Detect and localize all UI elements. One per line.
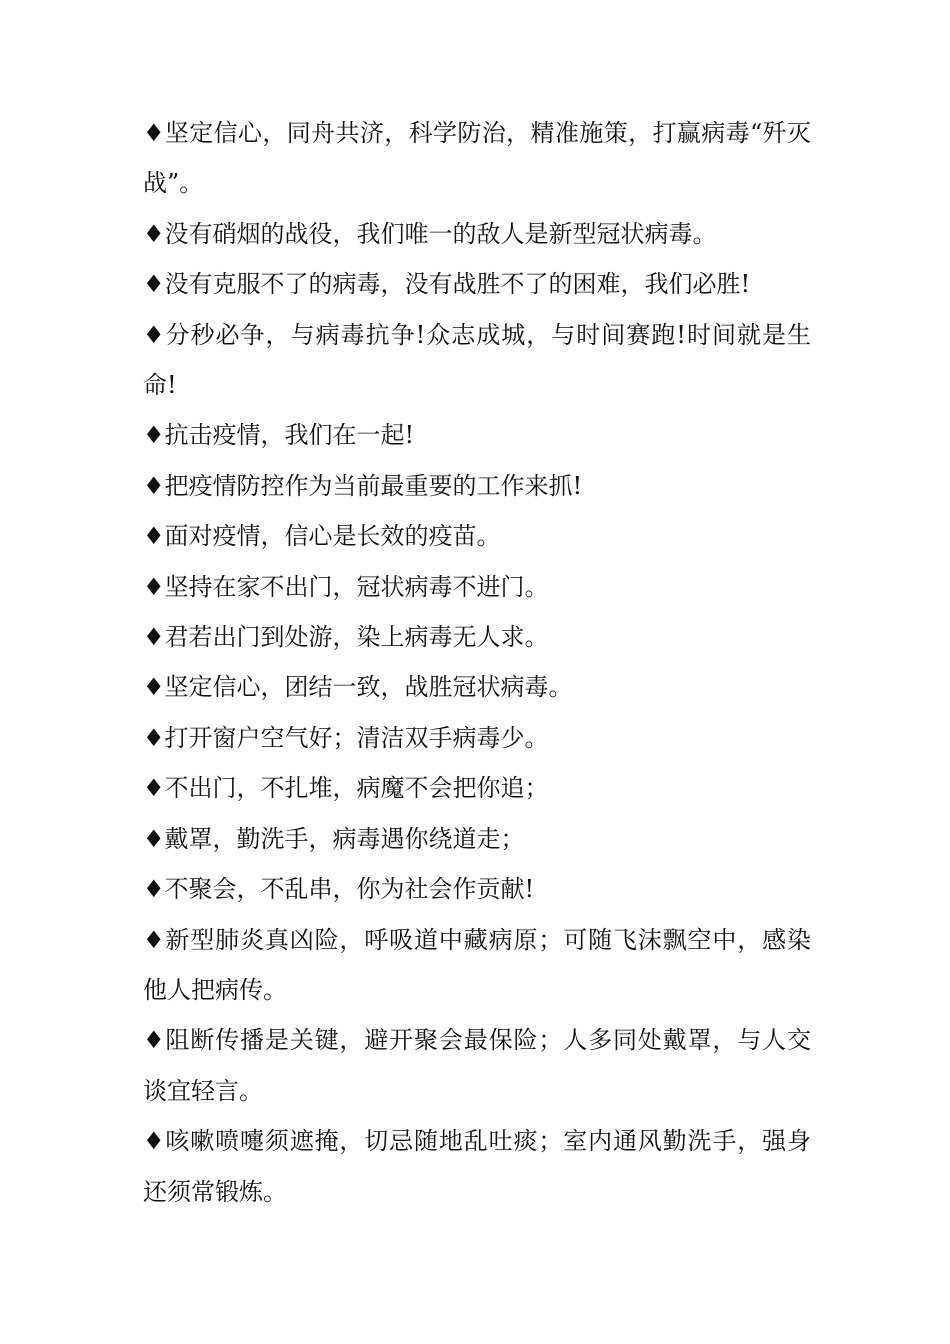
slogan-item: ♦不聚会，不乱串，你为社会作贡献! — [143, 875, 535, 904]
slogan-item: ♦打开窗户空气好；清洁双手病毒少。 — [143, 723, 549, 752]
slogan-item: ♦抗击疫情，我们在一起! — [143, 421, 415, 450]
slogan-item: ♦分秒必争，与病毒抗争!众志成城，与时间赛跑!时间就是生命! — [143, 320, 811, 400]
slogan-item: ♦咳嗽喷嚏须遮掩，切忌随地乱吐痰；室内通风勤洗手，强身还须常锻炼。 — [143, 1127, 811, 1206]
slogan-item: ♦坚定信心，团结一致，战胜冠状病毒。 — [143, 673, 573, 702]
slogan-item: ♦阻断传播是关键，避开聚会最保险；人多同处戴罩，与人交谈宜轻言。 — [143, 1026, 811, 1105]
slogan-item: ♦坚定信心，同舟共济，科学防治，精准施策，打赢病毒“歼灭战”。 — [143, 119, 811, 198]
slogan-item: ♦没有克服不了的病毒，没有战胜不了的困难，我们必胜! — [143, 270, 751, 299]
slogan-item: ♦戴罩，勤洗手，病毒遇你绕道走； — [143, 824, 525, 853]
slogan-item: ♦面对疫情，信心是长效的疫苗。 — [143, 522, 501, 551]
slogan-item: ♦坚持在家不出门，冠状病毒不进门。 — [143, 572, 549, 601]
slogan-item: ♦君若出门到处游，染上病毒无人求。 — [143, 623, 549, 652]
slogan-item: ♦把疫情防控作为当前最重要的工作来抓! — [143, 471, 583, 500]
slogan-list — [143, 108, 811, 1217]
slogan-item: ♦新型肺炎真凶险，呼吸道中藏病原；可随飞沫飘空中，感染他人把病传。 — [143, 925, 811, 1004]
slogan-item: ♦不出门，不扎堆，病魔不会把你追； — [143, 774, 549, 803]
slogan-item: ♦没有硝烟的战役，我们唯一的敌人是新型冠状病毒。 — [143, 219, 717, 248]
